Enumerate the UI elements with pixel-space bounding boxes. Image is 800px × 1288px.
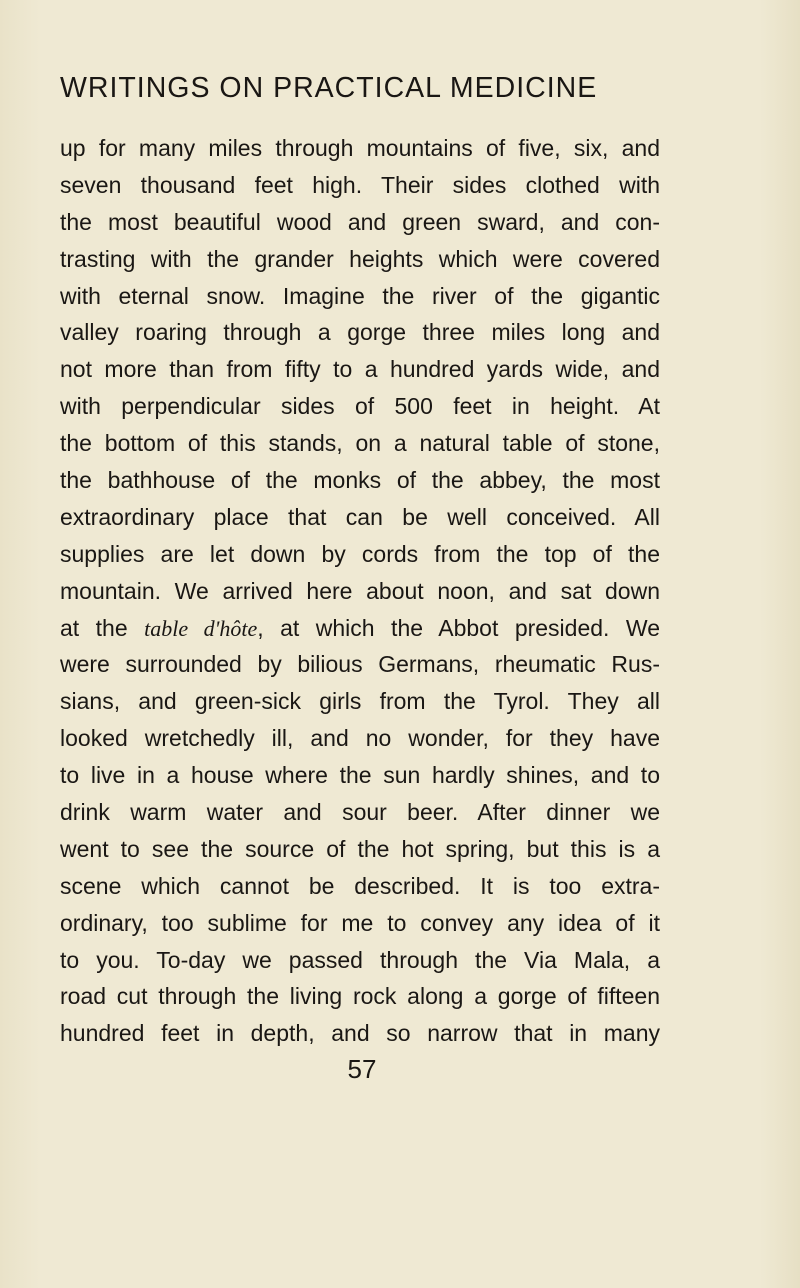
text-line: looked wretchedly ill, and no wonder, for they have: [60, 725, 660, 752]
text-segment: , at which the Abbot presided. We: [257, 614, 660, 641]
text-line: to live in a house where the sun hardly shines, and to: [60, 762, 660, 789]
text-line: the bottom of this stands, on a natural table of stone,: [60, 430, 660, 457]
text-line: the bathhouse of the monks of the abbey, the most: [60, 467, 660, 494]
text-line: trasting with the grander heights which were covered: [60, 245, 660, 272]
text-segment: at the: [60, 614, 145, 641]
text-line: with perpendicular sides of 500 feet in height. At: [60, 393, 660, 420]
page-number: 57: [347, 1054, 377, 1084]
text-line: hundred feet in depth, and so narrow that in many: [60, 1020, 660, 1047]
text-line: up for many miles through mountains of five, six, and: [60, 135, 660, 161]
text-line: seven thousand feet high. Their sides clothed with: [60, 171, 660, 198]
text-line: ordinary, too sublime for me to convey any idea of it: [60, 909, 660, 936]
text-line: extraordinary place that can be well conceived. All: [60, 503, 660, 530]
text-line: supplies are let down by cords from the top of the: [60, 540, 660, 567]
text-line: mountain. We arrived here about noon, and sat down: [60, 577, 660, 604]
text-line: sians, and green-sick girls from the Tyrol. They all: [60, 688, 660, 715]
text-line: with eternal snow. Imagine the river of the gigantic: [60, 282, 660, 309]
text-line: not more than from fifty to a hundred yards wide, and: [60, 356, 660, 383]
text-line: were surrounded by bilious Germans, rheumatic Rus-: [60, 651, 660, 678]
italic-phrase: table d'hôte: [144, 615, 258, 641]
text-line: road cut through the living rock along a gorge of fifteen: [60, 983, 660, 1010]
text-line: the most beautiful wood and green sward, and con-: [60, 208, 660, 235]
text-line: to you. To-day we passed through the Via Mala, a: [60, 946, 660, 973]
text-line: valley roaring through a gorge three miles long and: [60, 319, 660, 346]
text-line: drink warm water and sour beer. After dinner we: [60, 799, 660, 826]
text-line: went to see the source of the hot spring, but this is a: [60, 835, 660, 862]
text-line-with-italic: [60, 610, 660, 647]
running-head: WRITINGS ON PRACTICAL MEDICINE: [60, 72, 598, 104]
body-text: [60, 130, 660, 1052]
text-line: scene which cannot be described. It is too extra-: [60, 872, 660, 899]
